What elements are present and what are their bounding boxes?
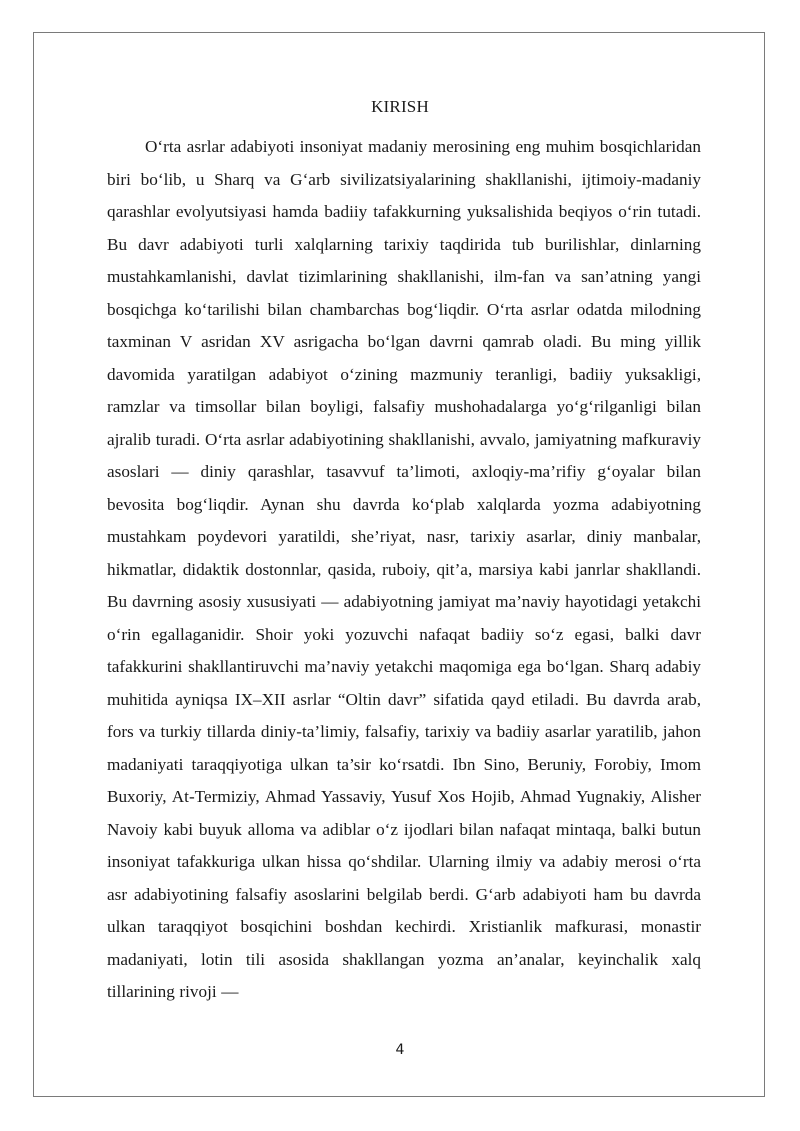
body-paragraph: O‘rta asrlar adabiyoti insoniyat madaniy merosining eng muhim bosqichlaridan biri bo‘lib, u Sharq va G‘arb sivilizatsiyalarining shakllanishi, ijtimoiy-madaniy qarashlar evolyutsiyasi hamda badiiy tafakkurning yuksalishida beqiyos o‘rin tutadi. Bu davr adabiyoti turli xalqlarning tarixiy taqdirida tub burilishlar, dinlarning mustahkamlanishi, davlat tizimlarining shakllanishi, ilm-fan va san’atning yangi bosqichga ko‘tarilishi bilan chambarchas bog‘liqdir. O‘rta asrlar odatda milodning taxminan V asridan XV asrigacha bo‘lgan davrni qamrab oladi. Bu ming yillik davomida yaratilgan adabiyot o‘zining mazmuniy teranligi, badiiy yuksakligi, ramzlar va timsollar bilan boyligi, falsafiy mushohadalarga yo‘g‘rilganligi bilan ajralib turadi. O‘rta asrlar adabiyotining shakllanishi, avvalo, jamiyatning mafkuraviy asoslari — diniy qarashlar, tasavvuf ta’limoti, axloqiy-ma’rifiy g‘oyalar bilan bevosita bog‘liqdir. Aynan shu davrda ko‘plab xalqlarda yozma adabiyotning mustahkam poydevori yaratildi, she’riyat, nasr, tarixiy asarlar, diniy manbalar, hikmatlar, didaktik dostonnlar, qasida, ruboiy, qit’a, marsiya kabi janrlar shakllandi. Bu davrning asosiy xususiyati — adabiyotning jamiyat ma’naviy hayotidagi yetakchi o‘rin egallaganidir. Shoir yoki yozuvchi nafaqat badiiy so‘z egasi, balki davr tafakkurini shakllantiruvchi ma’naviy yetakchi maqomiga ega bo‘lgan. Sharq adabiy muhitida ayniqsa IX–XII asrlar “Oltin davr” sifatida qayd etiladi. Bu davrda arab, fors va turkiy tillarda diniy-ta’limiy, falsafiy, tarixiy va badiiy asarlar yaratilib, jahon madaniyati taraqqiyotiga ulkan ta’sir ko‘rsatdi. Ibn Sino, Beruniy, Forobiy, Imom Buxoriy, At-Termiziy, Ahmad Yassaviy, Yusuf Xos Hojib, Ahmad Yugnakiy, Alisher Navoiy kabi buyuk alloma va adiblar o‘z ijodlari bilan nafaqat mintaqa, balki butun insoniyat tafakkuriga ulkan hissa qo‘shdilar. Ularning ilmiy va adabiy merosi o‘rta asr adabiyotining falsafiy asoslarini belgilab berdi. G‘arb adabiyoti ham bu davrda ulkan taraqqiyot bosqichini boshdan kechirdi. Xristianlik mafkurasi, monastir madaniyati, lotin tili asosida shakllangan yozma an’analar, keyinchalik xalq tillarining rivoji —	[107, 137, 701, 1001]
page-number: 4	[395, 1042, 405, 1058]
page-title: KIRISH	[371, 97, 429, 116]
